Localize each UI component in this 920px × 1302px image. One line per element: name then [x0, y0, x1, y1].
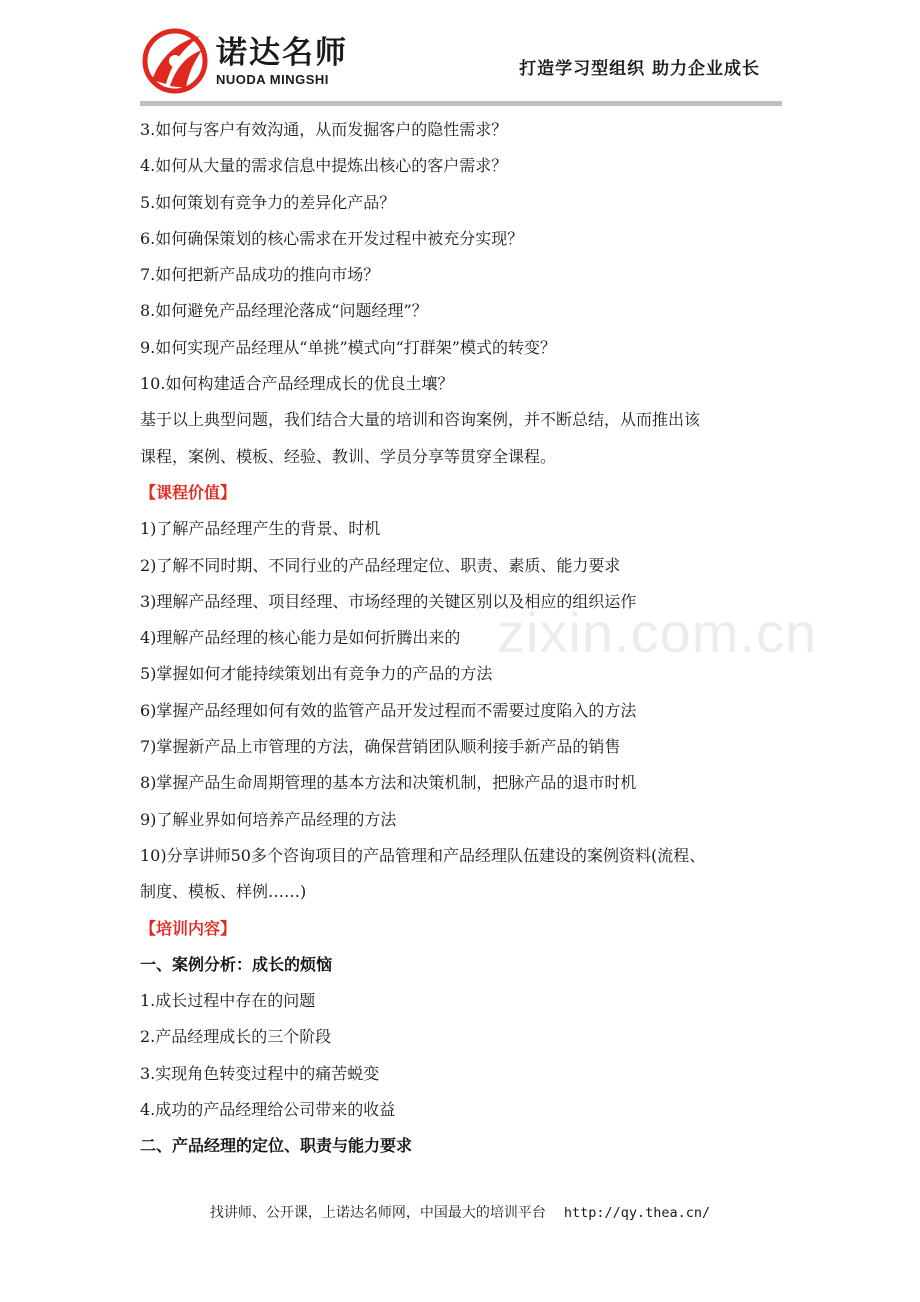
paragraph-line: 基于以上典型问题，我们结合大量的培训和咨询案例，并不断总结，从而推出该 [140, 410, 701, 430]
section-title-1: 一、案例分析：成长的烦恼 [140, 954, 333, 974]
course-value-list [140, 511, 785, 910]
list-item: 10.如何构建适合产品经理成长的优良土壤？ [140, 374, 454, 394]
list-item: 3.如何与客户有效沟通，从而发掘客户的隐性需求？ [140, 120, 508, 139]
list-item: 5.如何策划有竞争力的差异化产品？ [140, 192, 396, 212]
list-item: 3)理解产品经理、项目经理、市场经理的关键区别以及相应的组织运作 [140, 591, 637, 611]
list-item: 4.成功的产品经理给公司带来的收益 [140, 1100, 396, 1120]
course-value-heading: 【课程价值】 [140, 482, 237, 502]
list-item: 4)理解产品经理的核心能力是如何折腾出来的 [140, 628, 461, 648]
list-item: 7.如何把新产品成功的推向市场？ [140, 265, 380, 285]
list-item: 9)了解业界如何培养产品经理的方法 [140, 809, 397, 829]
intro-question-list [140, 112, 785, 402]
paragraph-line: 课程，案例、模板、经验、教训、学员分享等贯穿全课程。 [140, 446, 557, 466]
list-item: 6)掌握产品经理如何有效的监管产品开发过程而不需要过度陷入的方法 [140, 700, 637, 720]
header-slogan: 打造学习型组织 助力企业成长 [519, 59, 760, 79]
list-item: 8.如何避免产品经理沦落成“问题经理”？ [140, 301, 428, 321]
list-item: 2.产品经理成长的三个阶段 [140, 1027, 332, 1047]
section-title-2: 二、产品经理的定位、职责与能力要求 [140, 1136, 413, 1156]
brand-name-en: NUODA MINGSHI [216, 72, 329, 87]
section-1-list [140, 983, 785, 1128]
list-item: 8)掌握产品生命周期管理的基本方法和决策机制，把脉产品的退市时机 [140, 773, 637, 793]
list-item: 9.如何实现产品经理从“单挑”模式向“打群架”模式的转变？ [140, 337, 556, 357]
list-item: 2)了解不同时期、不同行业的产品经理定位、职责、素质、能力要求 [140, 555, 621, 575]
list-item: 6.如何确保策划的核心需求在开发过程中被充分实现？ [140, 228, 524, 248]
list-item: 1)了解产品经理产生的背景、时机 [140, 519, 381, 539]
page-footer [0, 1202, 920, 1222]
list-item: 1.成长过程中存在的问题 [140, 991, 316, 1011]
summary-paragraph [140, 402, 785, 475]
list-item: 3.实现角色转变过程中的痛苦蜕变 [140, 1063, 380, 1083]
list-item: 10)分享讲师50多个咨询项目的产品管理和产品经理队伍建设的案例资料(流程、 [140, 845, 706, 865]
watermark: zixin.com.cn [497, 601, 818, 664]
brand-name [216, 36, 348, 88]
page-header [0, 0, 920, 110]
nuoda-logo-icon [140, 28, 210, 94]
list-item: 制度、模板、样例……) [140, 882, 307, 902]
list-item: 4.如何从大量的需求信息中提炼出核心的客户需求？ [140, 156, 508, 176]
list-item: 7)掌握新产品上市管理的方法，确保营销团队顺利接手新产品的销售 [140, 737, 621, 757]
document-body [140, 112, 785, 1165]
header-divider [140, 101, 782, 106]
brand-name-cn: 诺达名师 [216, 35, 348, 71]
footer-url-link[interactable]: http://qy.thea.cn/ [563, 1205, 711, 1221]
training-content-heading: 【培训内容】 [140, 918, 237, 938]
list-item: 5)掌握如何才能持续策划出有竞争力的产品的方法 [140, 664, 493, 684]
footer-text: 找讲师、公开课，上诺达名师网，中国最大的培训平台 [209, 1205, 546, 1221]
